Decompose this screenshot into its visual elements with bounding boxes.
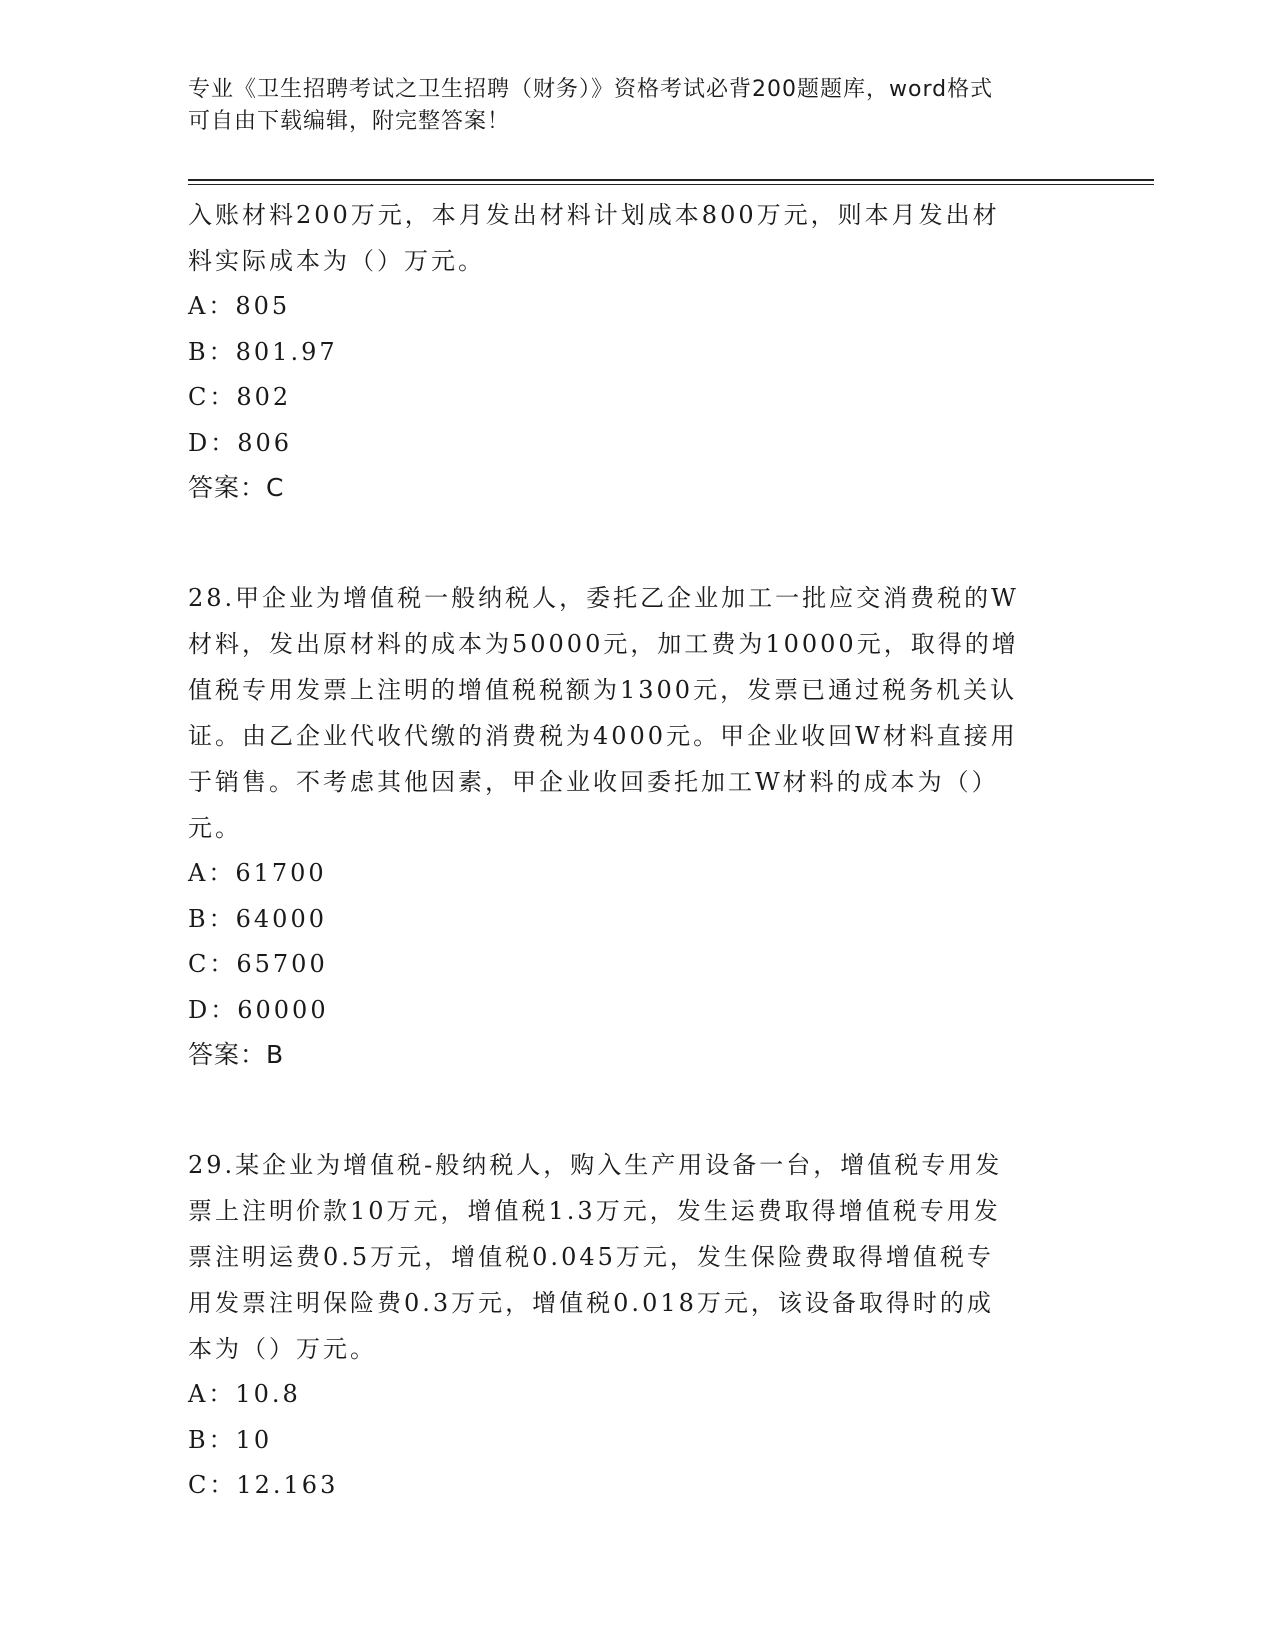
option-d: D：60000 — [188, 995, 329, 1024]
option-b: B：10 — [188, 1425, 273, 1454]
question-text-line: 值税专用发票上注明的增值税税额为1300元，发票已通过税务机关认 — [188, 676, 1018, 704]
question-29 — [188, 1142, 1088, 1509]
option-a: A：61700 — [188, 859, 327, 887]
question-text-line: 票上注明价款10万元，增值税1.3万元，发生运费取得增值税专用发 — [188, 1197, 1001, 1225]
question-text-line: 29.某企业为增值税-般纳税人，购入生产用设备一台，增值税专用发 — [188, 1151, 1003, 1179]
question-spacer — [188, 1077, 1088, 1142]
header-title-line-2: 可自由下载编辑，附完整答案！ — [188, 109, 511, 134]
question-27-continued — [188, 192, 1088, 510]
option-a: A：805 — [188, 292, 291, 320]
question-text-line: 元。 — [188, 814, 242, 842]
option-c: C：65700 — [188, 950, 328, 978]
question-text-line: 入账材料200万元，本月发出材料计划成本800万元，则本月发出材 — [188, 201, 1000, 229]
answer-label: 答案：B — [188, 1040, 285, 1069]
question-content — [188, 192, 1088, 1509]
question-text-line: 本为（）万元。 — [188, 1335, 377, 1363]
question-text-line: 证。由乙企业代收代缴的消费税为4000元。甲企业收回W材料直接用 — [188, 722, 1018, 750]
document-header — [188, 74, 1088, 138]
question-text-line: 材料，发出原材料的成本为50000元，加工费为10000元，取得的增 — [188, 630, 1019, 658]
question-text-line: 用发票注明保险费0.3万元，增值税0.018万元，该设备取得时的成 — [188, 1289, 994, 1317]
header-title-line-1: 专业《卫生招聘考试之卫生招聘（财务）》资格考试必背200题题库，word格式 — [188, 77, 994, 102]
question-28 — [188, 575, 1088, 1077]
option-c: C：12.163 — [188, 1471, 339, 1499]
question-text-line: 于销售。不考虑其他因素，甲企业收回委托加工W材料的成本为（） — [188, 768, 999, 796]
option-c: C：802 — [188, 383, 292, 411]
option-b: B：801.97 — [188, 337, 338, 366]
question-text-line: 料实际成本为（）万元。 — [188, 247, 485, 275]
question-text-line: 票注明运费0.5万元，增值税0.045万元，发生保险费取得增值税专 — [188, 1243, 994, 1271]
question-spacer — [188, 510, 1088, 575]
header-divider-thick — [188, 179, 1154, 181]
option-a: A：10.8 — [188, 1380, 301, 1408]
answer-label: 答案：C — [188, 473, 285, 502]
header-divider-thin — [188, 184, 1154, 185]
option-b: B：64000 — [188, 904, 327, 933]
question-text-line: 28.甲企业为增值税一般纳税人，委托乙企业加工一批应交消费税的W — [188, 584, 1019, 612]
option-d: D：806 — [188, 428, 293, 457]
